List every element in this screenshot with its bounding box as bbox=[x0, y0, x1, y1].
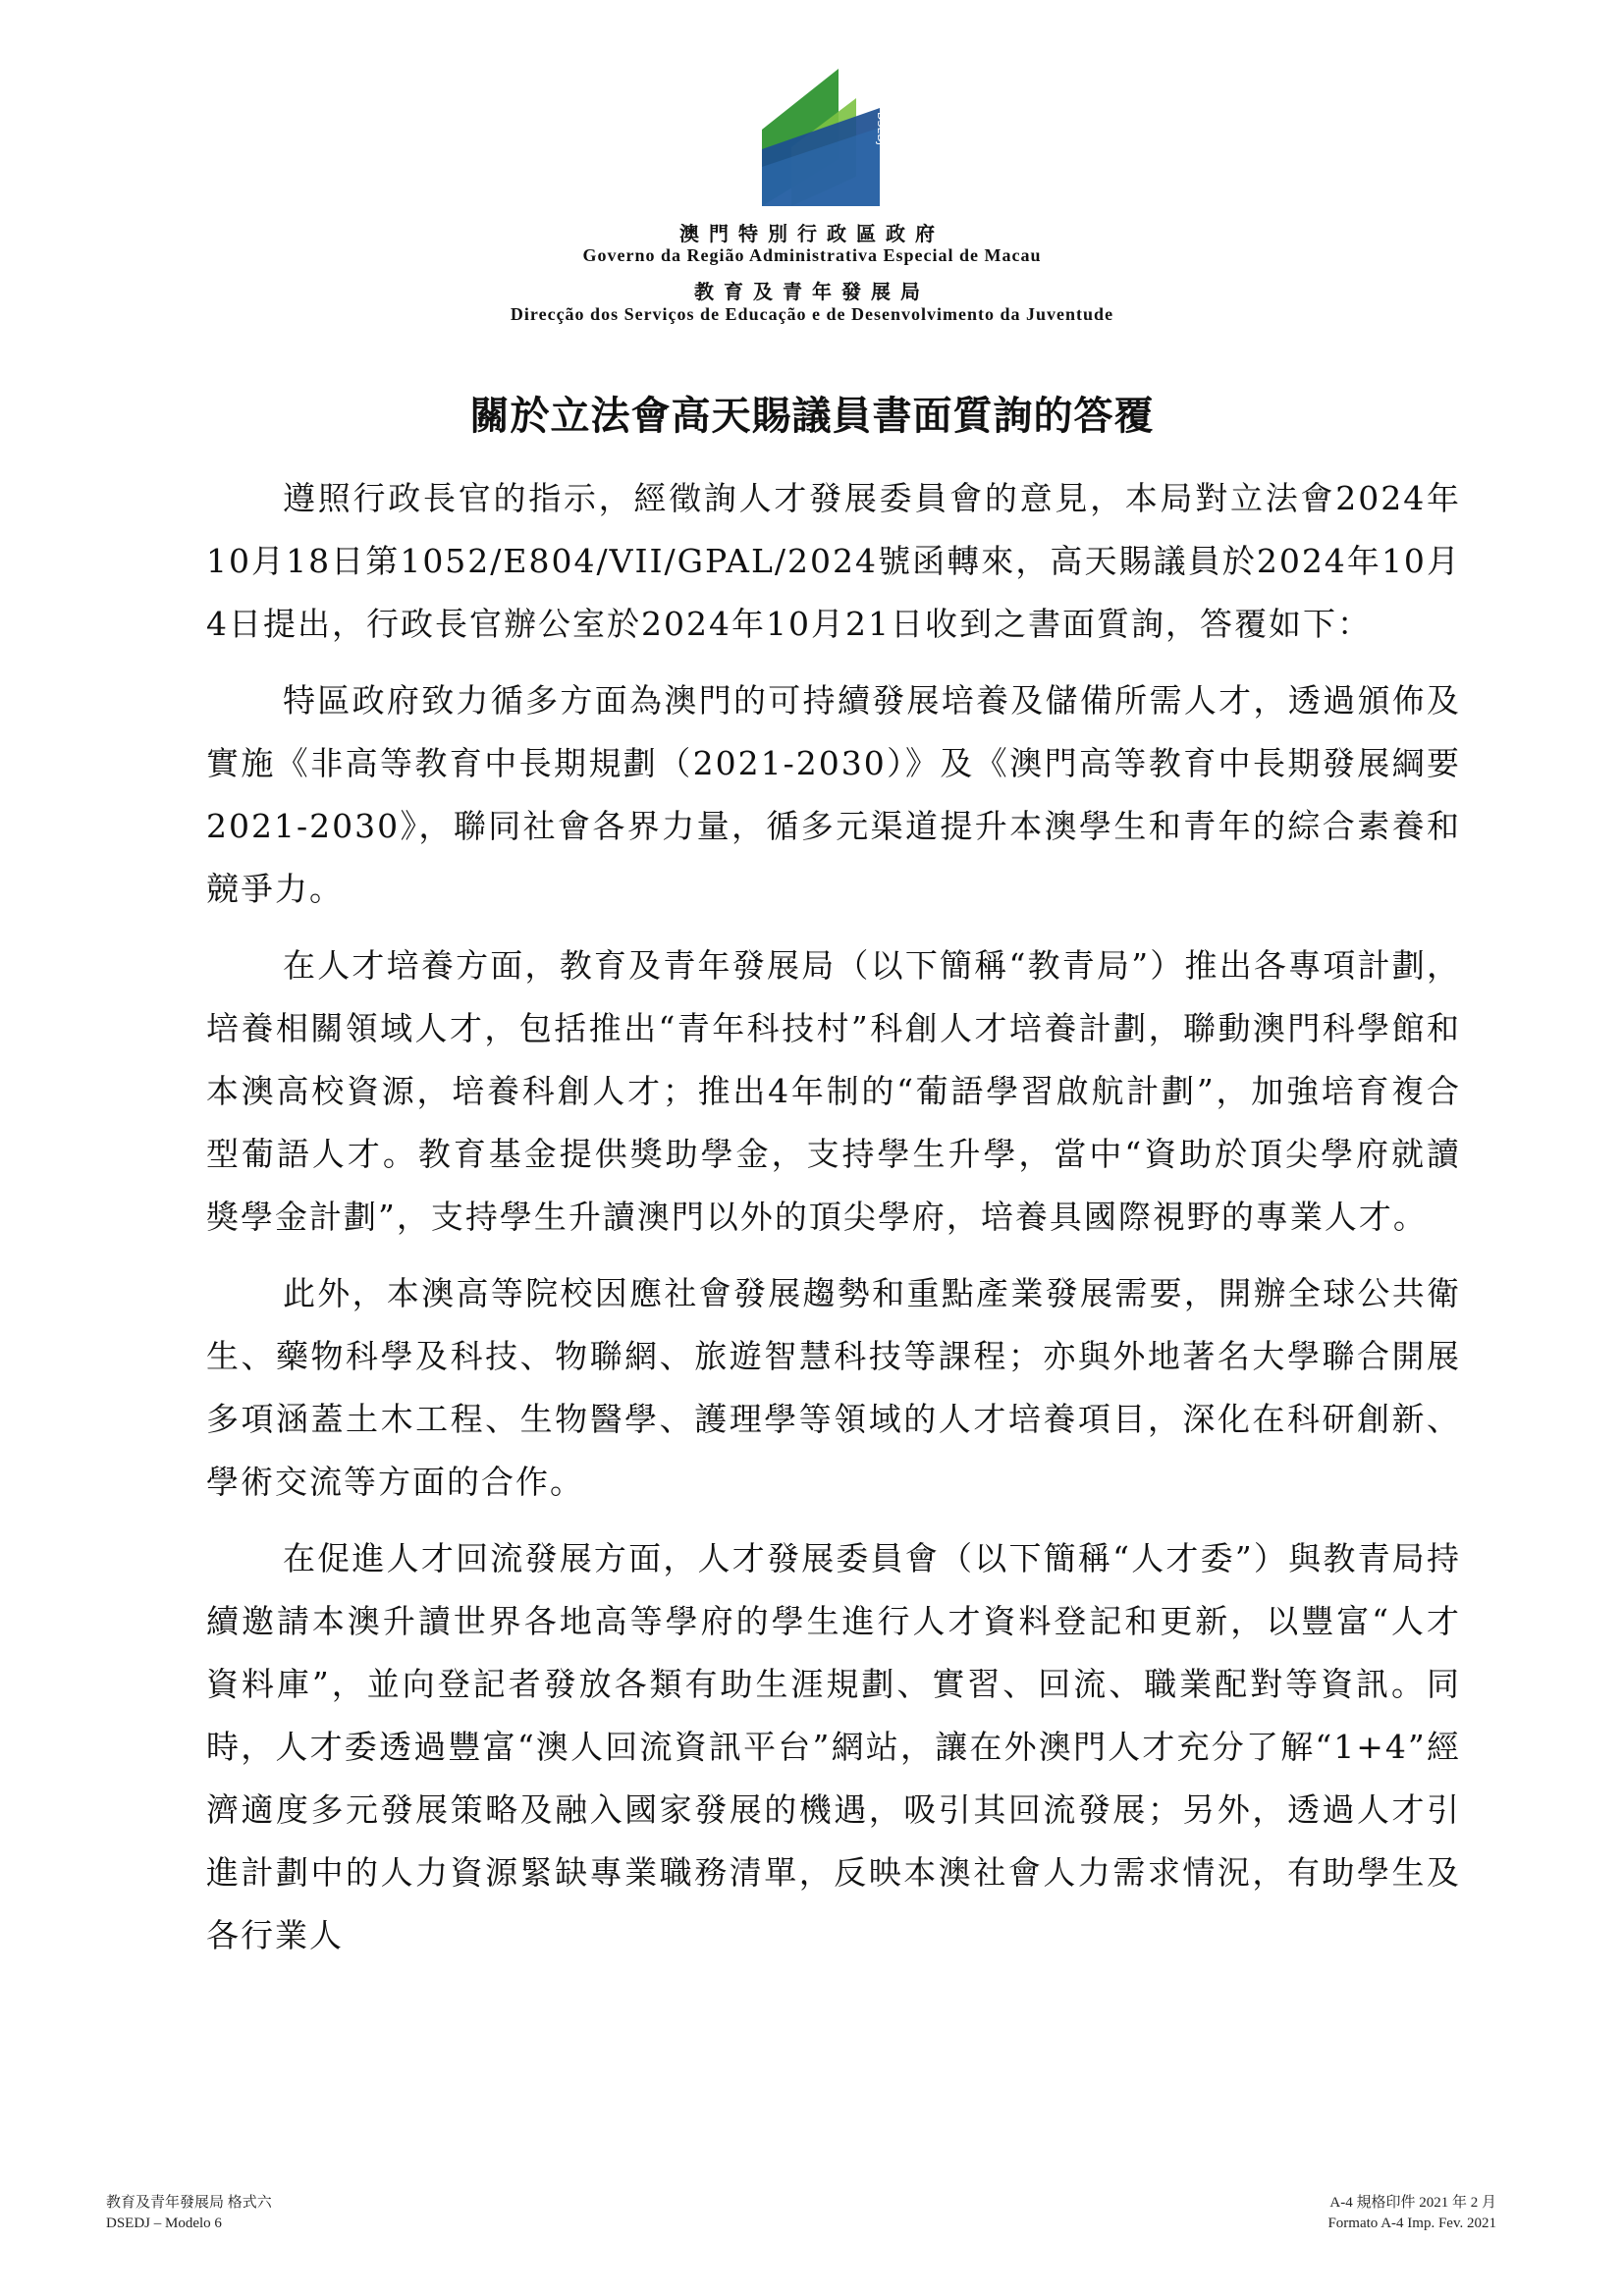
government-name-zh: 澳門特別行政區政府 bbox=[679, 224, 945, 245]
paragraph-1: 遵照行政長官的指示，經徵詢人才發展委員會的意見，本局對立法會2024年10月18日第1052/E804/VII/GPAL/2024號函轉來，高天賜議員於2024年10月4日提出，行政長官辦公室於2024年10月21日收到之書面質詢，答覆如下： bbox=[206, 479, 1461, 643]
paragraph-2: 特區政府致力循多方面為澳門的可持續發展培養及儲備所需人才，透過頒佈及實施《非高等教育中長期規劃（2021-2030）》及《澳門高等教育中長期發展綱要2021-2030》，聯同社會各界力量，循多元渠道提升本澳學生和青年的綜合素養和競爭力。 bbox=[206, 681, 1461, 908]
bureau-name-zh: 教育及青年發展局 bbox=[694, 282, 930, 303]
document-title: 關於立法會高天賜議員書面質詢的答覆 bbox=[469, 393, 1155, 439]
footer-format-pt: Formato A-4 Imp. Fev. 2021 bbox=[1327, 2216, 1496, 2231]
footer-format-zh: A-4 規格印件 2021 年 2 月 bbox=[1329, 2195, 1496, 2211]
logo-text: DSEDJ bbox=[875, 112, 888, 146]
footer-right bbox=[1327, 2193, 1496, 2234]
paragraph-5: 在促進人才回流發展方面，人才發展委員會（以下簡稱“人才委”）與教青局持續邀請本澳升讀世界各地高等學府的學生進行人才資料登記和更新，以豐富“人才資料庫”，並向登記者發放各類有助生涯規劃、實習、回流、職業配對等資訊。同時，人才委透過豐富“澳人回流資訊平台”網站，讓在外澳門人才充分了解“1+4”經濟適度多元發展策略及融入國家發展的機遇，吸引其回流發展；另外，透過人才引進計劃中的人力資源緊缺專業職務清單，反映本澳社會人力需求情況，有助學生及各行業人 bbox=[206, 1539, 1461, 1954]
bureau-name-pt: Direcção dos Serviços de Educação e de Desenvolvimento da Juventude bbox=[510, 304, 1114, 324]
footer-form-pt: DSEDJ – Modelo 6 bbox=[106, 2216, 222, 2231]
document-body bbox=[206, 467, 1461, 1981]
dsedj-logo bbox=[762, 69, 899, 206]
paragraph-3: 在人才培養方面，教育及青年發展局（以下簡稱“教青局”）推出各專項計劃，培養相關領域人才，包括推出“青年科技村”科創人才培養計劃，聯動澳門科學館和本澳高校資源，培養科創人才；推出4年制的“葡語學習啟航計劃”，加強培育複合型葡語人才。教育基金提供獎助學金，支持學生升學，當中“資助於頂尖學府就讀獎學金計劃”，支持學生升讀澳門以外的頂尖學府，培養具國際視野的專業人才。 bbox=[206, 946, 1461, 1236]
footer-form-zh: 教育及青年發展局 格式六 bbox=[106, 2195, 272, 2211]
paragraph-4: 此外，本澳高等院校因應社會發展趨勢和重點產業發展需要，開辦全球公共衛生、藥物科學及科技、物聯網、旅遊智慧科技等課程；亦與外地著名大學聯合開展多項涵蓋土木工程、生物醫學、護理學等領域的人才培養項目，深化在科研創新、學術交流等方面的合作。 bbox=[206, 1274, 1461, 1501]
footer-left bbox=[106, 2193, 272, 2234]
government-name-pt: Governo da Região Administrativa Especial de Macau bbox=[582, 245, 1042, 265]
